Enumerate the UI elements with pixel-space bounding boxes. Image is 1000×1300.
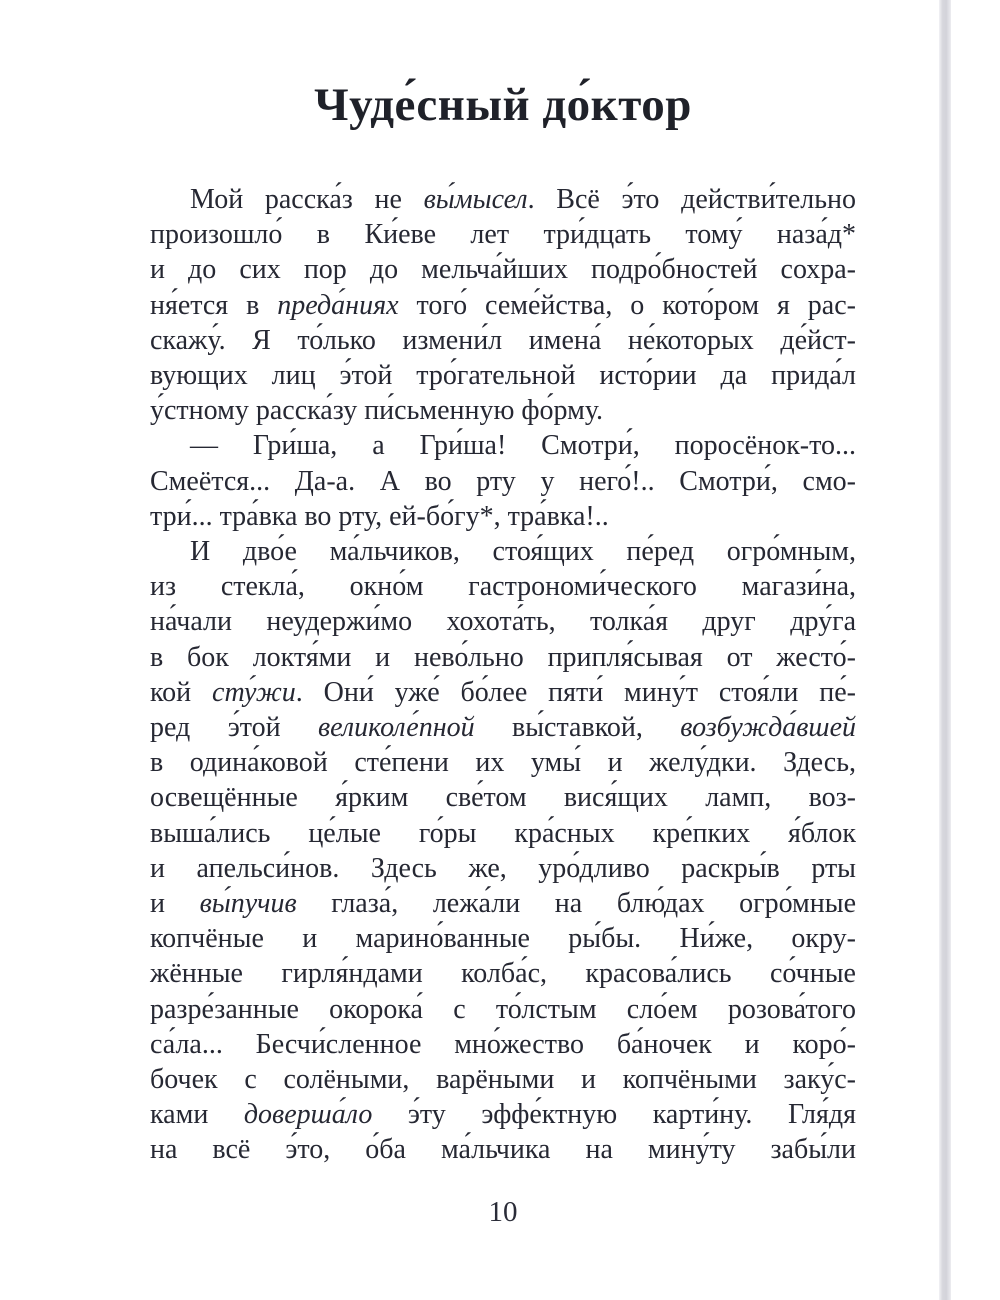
text-line — [150, 956, 856, 991]
text-line — [150, 604, 856, 639]
text-line — [150, 288, 856, 323]
text-segment: глаза́, лежа́ли на блю́дах огро́мные — [296, 888, 857, 920]
emphasized-word: доверша́ло — [243, 1099, 373, 1131]
text-line — [150, 182, 856, 217]
text-segment: . Всё э́то действи́тельно — [527, 184, 856, 215]
text-line — [150, 1132, 856, 1167]
text-segment: э́ту эффе́ктную карти́ну. Гля́дя — [372, 1099, 856, 1131]
text-line — [150, 323, 856, 358]
text-line — [150, 780, 856, 815]
text-segment: ками — [150, 1099, 244, 1131]
text-segment: в одина́ковой сте́пени их умы́ и желу́дки. Здесь, — [150, 747, 856, 779]
page-title: Чуде́сный до́ктор — [314, 79, 692, 131]
text-segment: вующих лиц э́той тро́гательной исто́рии да прида́л — [150, 360, 856, 392]
text-line — [150, 569, 856, 604]
text-line — [150, 217, 856, 252]
text-line — [150, 252, 856, 287]
emphasized-word: вы́пучив — [199, 888, 297, 920]
text-line — [150, 428, 856, 463]
text-segment: и апельси́нов. Здесь же, уро́дливо раскры́в рты — [150, 852, 856, 884]
text-line — [150, 851, 856, 886]
text-segment: разре́занные окорока́ с то́лстым сло́ем розова́того — [150, 993, 856, 1025]
scan-edge-shadow — [939, 0, 951, 1300]
emphasized-word: вы́мысел — [423, 184, 528, 215]
text-line — [150, 816, 856, 851]
emphasized-word: великоле́пной — [317, 712, 475, 744]
text-line — [150, 1097, 856, 1132]
page-number: 10 — [488, 1196, 518, 1228]
text-segment: Смеётся... Да-а. А во рту у него́!.. Смотри́, смо- — [150, 465, 856, 497]
emphasized-word: сту́жи — [212, 676, 296, 708]
text-segment: ред э́той — [150, 712, 318, 744]
text-line — [150, 675, 856, 710]
text-segment: ня́ется в — [150, 289, 278, 321]
text-segment: произошло́ в Ки́еве лет три́дцать тому́ наза́д* — [150, 219, 856, 251]
text-segment: . Они́ уже́ бо́лее пяти́ мину́т стоя́ли пе́- — [295, 676, 856, 708]
text-line — [150, 710, 856, 745]
text-segment: три́... тра́вка во рту, ей-бо́гу*, тра́вка!.. — [150, 500, 609, 532]
text-segment: бочек с солёными, варёными и копчёными заку́с- — [150, 1064, 856, 1096]
text-segment: са́ла... Бесчи́сленное мно́жество ба́ночек и коро́- — [150, 1028, 856, 1060]
text-segment: в бок локтя́ми и нево́льно припля́сывая от жесто́- — [150, 641, 856, 673]
emphasized-word: возбужда́вшей — [680, 712, 856, 744]
text-segment: — Гри́ша, а Гри́ша! Смотри́, поросёнок-то... — [190, 430, 856, 462]
text-segment: из стекла́, окно́м гастрономи́ческого магази́на, — [150, 571, 856, 603]
text-line — [150, 534, 856, 569]
text-line — [150, 358, 856, 393]
text-segment: у́стному расска́зу пи́сьменную фо́рму. — [150, 395, 604, 427]
text-segment: выша́лись це́лые го́ры кра́сных кре́пких я́блок — [150, 817, 856, 849]
text-line — [150, 640, 856, 675]
text-segment: скажу́. Я то́лько измени́л имена́ не́которых де́йст- — [150, 324, 856, 356]
text-line — [150, 886, 856, 921]
text-segment: того́ семе́йства, о кото́ром я рас- — [398, 289, 856, 321]
text-line — [150, 499, 856, 534]
text-line — [150, 745, 856, 780]
text-segment: на всё э́то, о́ба ма́льчика на мину́ту забы́ли — [150, 1134, 856, 1166]
text-block — [150, 182, 856, 1168]
text-segment: и до сих пор до мельча́йших подро́бностей сохра- — [150, 254, 856, 286]
emphasized-word: преда́ниях — [277, 289, 399, 321]
text-segment: жённые гирля́ндами колба́с, красова́лись со́чные — [150, 958, 856, 990]
text-line — [150, 992, 856, 1027]
text-segment: И дво́е ма́льчиков, стоя́щих пе́ред огро́мным, — [190, 536, 856, 568]
text-line — [150, 921, 856, 956]
text-line — [150, 464, 856, 499]
text-segment: Мой расска́з не — [190, 184, 424, 215]
text-segment: и — [150, 888, 200, 920]
text-line — [150, 1062, 856, 1097]
text-segment: на́чали неудержи́мо хохота́ть, толка́я друг дру́га — [150, 606, 856, 638]
text-segment: освещённые я́рким све́том вися́щих ламп, воз- — [150, 782, 856, 814]
text-line — [150, 1027, 856, 1062]
text-segment: копчёные и марино́ванные ры́бы. Ни́же, окру- — [150, 923, 856, 955]
text-segment: вы́ставкой, — [474, 712, 681, 744]
text-line — [150, 393, 856, 428]
text-segment: кой — [150, 676, 213, 708]
